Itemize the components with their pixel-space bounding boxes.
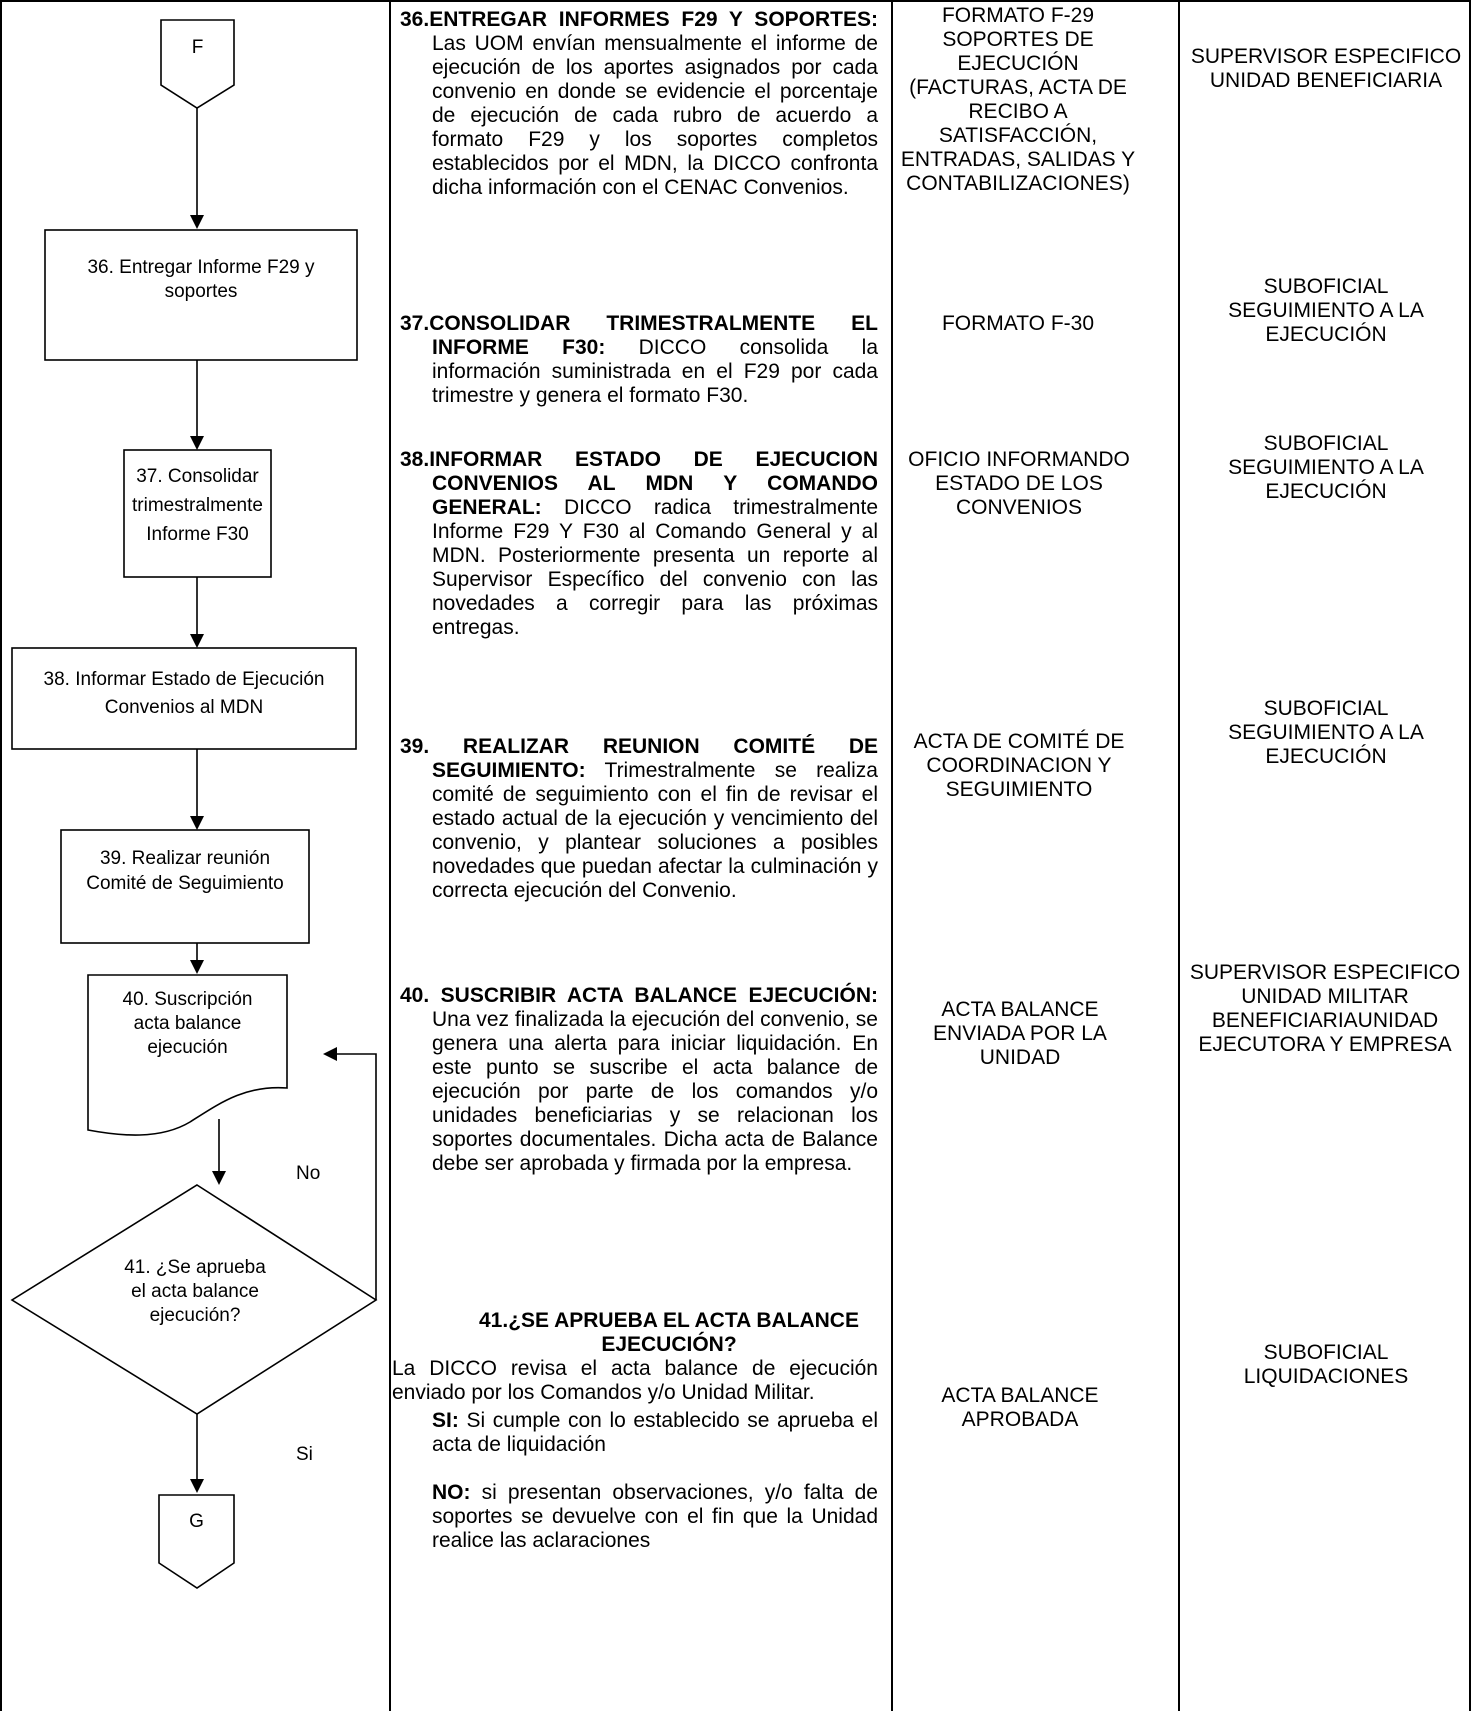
activity-39-text: Trimestralmente se realiza comité de seguimiento con el fin de revisar el estado actual de la ejecución y vencimiento del convenio, y plantear soluciones a posibles novedades que puedan afectar la culminación y correcta ejecución del Convenio. xyxy=(432,759,878,902)
activity-38-text: DICCO radica trimestralmente Informe F29 Y F30 al Comando General y al MDN. Posteriormente presenta un reporte al Supervisor Específico del convenio con las novedades a corregir para las próximas entregas. xyxy=(432,496,879,639)
connector-f-label: F xyxy=(191,37,204,58)
activity-41-si-text: Si cumple con lo establecido se aprueba el acta de liquidación xyxy=(432,1409,878,1456)
registro-37: FORMATO F-30 xyxy=(941,312,1095,335)
activity-41-no-label: NO: xyxy=(432,1481,471,1504)
activity-39 xyxy=(400,735,878,903)
responsable-36: SUPERVISOR ESPECIFICO UNIDAD BENEFICIARIA xyxy=(1190,45,1462,92)
activity-36 xyxy=(400,8,878,200)
responsable-38: SUBOFICIAL SEGUIMIENTO A LA EJECUCIÓN xyxy=(1228,432,1424,503)
activity-41 xyxy=(392,1309,878,1553)
node-37-label: 37. Consolidar trimestralmente Informe F30 xyxy=(132,466,263,545)
node-39-label: 39. Realizar reunión Comité de Seguimiento xyxy=(86,848,284,894)
activity-41-text: La DICCO revisa el acta balance de ejecución enviado por los Comandos y/o Unidad Militar. xyxy=(392,1357,878,1404)
connector-g-shape xyxy=(159,1495,234,1588)
activity-38-title: 38.INFORMAR ESTADO DE EJECUCION CONVENIOS AL MDN Y COMANDO GENERAL: xyxy=(400,448,878,519)
registro-39: ACTA DE COMITÉ DE COORDINACION Y SEGUIMIENTO xyxy=(913,730,1125,801)
activity-36-title: 36.ENTREGAR INFORMES F29 Y SOPORTES: xyxy=(400,8,878,31)
edge-label-si: Si xyxy=(296,1444,313,1465)
registro-41: ACTA BALANCE APROBADA xyxy=(941,1384,1099,1431)
node-36-label: 36. Entregar Informe F29 y soportes xyxy=(87,257,315,302)
activity-41-title: 41.¿SE APRUEBA EL ACTA BALANCE EJECUCIÓN? xyxy=(479,1309,859,1356)
activity-38 xyxy=(400,448,878,640)
activity-40-title: 40. SUSCRIBIR ACTA BALANCE EJECUCIÓN: xyxy=(400,984,878,1007)
connector-f-shape xyxy=(161,20,234,108)
responsable-39: SUBOFICIAL SEGUIMIENTO A LA EJECUCIÓN xyxy=(1228,697,1424,768)
registro-40: ACTA BALANCE ENVIADA POR LA UNIDAD xyxy=(933,998,1107,1069)
responsable-41: SUBOFICIAL LIQUIDACIONES xyxy=(1243,1341,1409,1388)
node-38-label: 38. Informar Estado de Ejecución Convenios al MDN xyxy=(43,669,325,718)
activity-37 xyxy=(400,312,878,408)
column-divider-2 xyxy=(891,0,893,1711)
registro-38: OFICIO INFORMANDO ESTADO DE LOS CONVENIOS xyxy=(908,448,1130,519)
responsable-40: SUPERVISOR ESPECIFICO UNIDAD MILITAR BENEFICIARIAUNIDAD EJECUTORA Y EMPRESA xyxy=(1189,961,1461,1056)
activity-40-text: Una vez finalizada la ejecución del convenio, se genera una alerta para iniciar liquidación. En este punto se suscribe el acta balance de ejecución por parte de los comandos y/o unidades beneficiarias y se relacionan los soportes documentales. Dicha acta de Balance debe ser aprobada y firmada por la empresa. xyxy=(432,1008,878,1175)
activity-41-si-label: SI: xyxy=(432,1409,459,1432)
edge-label-no: No xyxy=(296,1163,321,1184)
registro-36: FORMATO F-29 SOPORTES DE EJECUCIÓN (FACTURAS, ACTA DE RECIBO A SATISFACCIÓN, ENTRADAS, SALIDAS Y CONTABILIZACIONES) xyxy=(900,4,1136,195)
activity-40 xyxy=(400,984,878,1176)
activity-37-text: DICCO consolida la información suministrada en el F29 por cada trimestre y genera el formato F30. xyxy=(432,336,878,407)
activity-37-title: 37.CONSOLIDAR TRIMESTRALMENTE EL INFORME F30: xyxy=(400,312,878,359)
column-divider-3 xyxy=(1178,0,1180,1711)
activity-36-text: Las UOM envían mensualmente el informe de ejecución de los aportes asignados por cada convenio en donde se evidencie el porcentaje de ejecución de cada rubro de acuerdo a formato F29 y los soportes completos establecidos por el MDN, la DICCO confronta dicha información con el CENAC Convenios. xyxy=(432,32,878,199)
node-41-label: 41. ¿Se aprueba el acta balance ejecución? xyxy=(124,1257,266,1326)
activity-39-title: 39. REALIZAR REUNION COMITÉ DE SEGUIMIENTO: xyxy=(400,735,878,782)
activity-41-no-text: si presentan observaciones, y/o falta de soportes se devuelve con el fin que la Unidad realice las aclaraciones xyxy=(432,1481,878,1552)
responsable-37: SUBOFICIAL SEGUIMIENTO A LA EJECUCIÓN xyxy=(1228,275,1424,346)
node-40-label: 40. Suscripción acta balance ejecución xyxy=(122,989,253,1058)
connector-g-label: G xyxy=(189,1511,204,1532)
